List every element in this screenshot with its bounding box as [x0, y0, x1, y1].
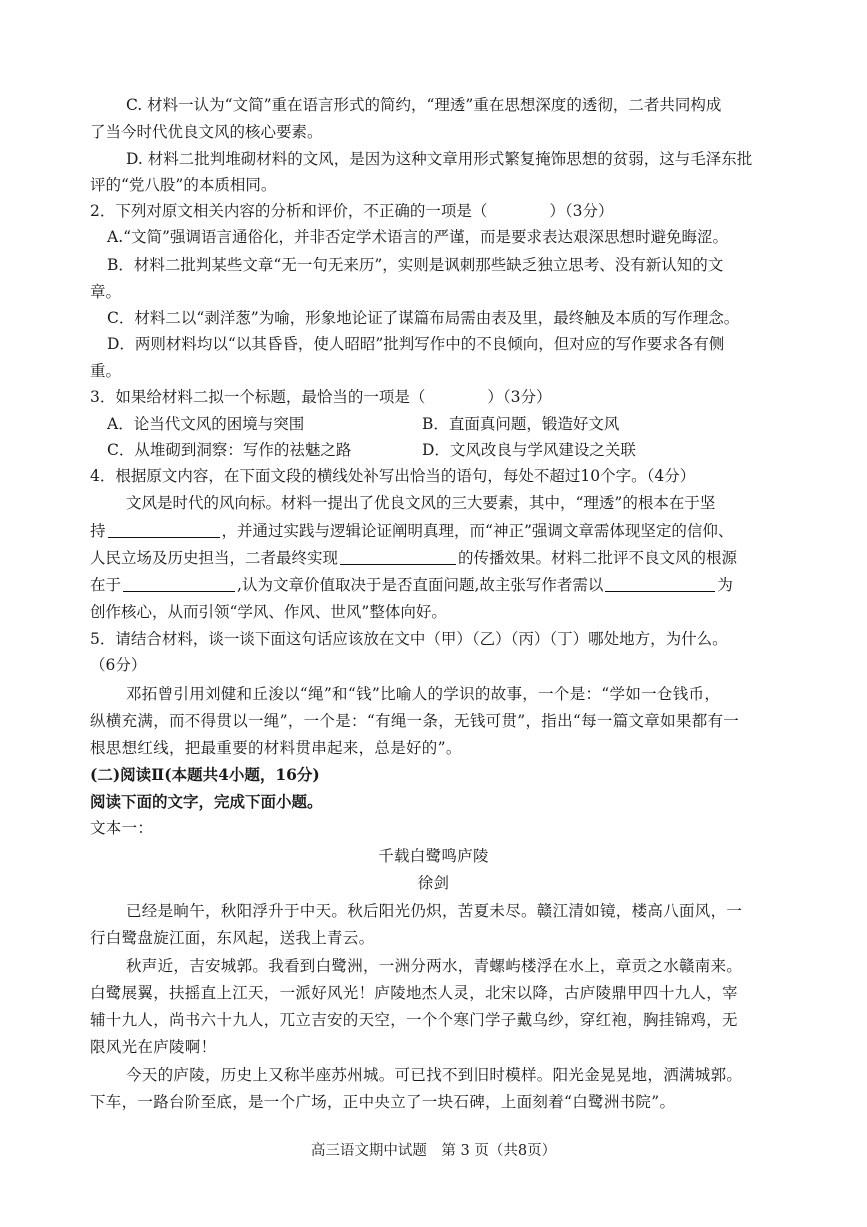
page-footer: 高三语文期中试题 第 3 页（共8页） [310, 1143, 557, 1159]
answer-blank-2[interactable] [340, 548, 456, 565]
q4-text: 人民立场及历史担当，二者最终实现 [90, 549, 339, 567]
question-2: 2．下列对原文相关内容的分析和评价，不正确的一项是（ ）（3分） [90, 202, 614, 220]
q2-option-c: C．材料二以“剥洋葱”为喻，形象地论证了谋篇布局需由表及里，最终触及本质的写作理念。 [107, 309, 740, 327]
option-c-line1: C. 材料一认为“文简”重在语言形式的简约，“理透”重在思想深度的透彻，二者共同构成 [126, 96, 722, 114]
article-paragraph-1-line1: 已经是晌午，秋阳浮升于中天。秋后阳光仍炽，苦夏未尽。赣江清如镜，楼高八面风，一 [126, 902, 743, 920]
q5-quote-line2: 纵横充满，而不得贯以一绳”，一个是：“有绳一条，无钱可贯”，指出“每一篇文章如果都有一 [90, 712, 740, 730]
q4-text: 为 [717, 576, 733, 594]
q3-option-d: D．文风改良与学风建设之关联 [422, 441, 636, 459]
q2-option-b-line1: B．材料二批判某些文章“无一句无来历”，实则是讽刺那些缺乏独立思考、没有新认知的文 [107, 256, 724, 274]
article-paragraph-2-line4: 限风光在庐陵啊！ [90, 1038, 217, 1056]
q3-option-c: C．从堆砌到洞察：写作的祛魅之路 [107, 441, 352, 459]
article-title: 千载白鹭鸣庐陵 [378, 847, 489, 865]
q5-quote-line1: 邓拓曾引用刘健和丘浚以“绳”和“钱”比喻人的学识的故事，一个是：“学如一仓钱币， [126, 685, 721, 703]
q2-option-a: A.“文简”强调语言通俗化，并非否定学术语言的严谨，而是要求表达艰深思想时避免晦涩。 [107, 228, 728, 246]
option-c-line2: 了当今时代优良文风的核心要素。 [90, 123, 323, 141]
q4-text: 在于 [90, 576, 122, 594]
question-3: 3．如果给材料二拟一个标题，最恰当的一项是（ ）（3分） [90, 388, 552, 406]
q4-passage-line5: 创作核心，从而引领“学风、作风、世风”整体向好。 [90, 603, 447, 621]
q2-option-d-line2: 重。 [90, 362, 122, 380]
article-paragraph-3-line1: 今天的庐陵，历史上又称半座苏州城。可已找不到旧时模样。阳光金晃晃地，洒满城郭。 [126, 1066, 743, 1084]
q4-text: 的传播效果。材料二批评不良文风的根源 [458, 549, 738, 567]
article-paragraph-2-line3: 辅十九人，尚书六十九人，兀立吉安的天空，一个个寒门学子戴乌纱，穿红袍，胸挂锦鸡，无 [90, 1011, 738, 1029]
q4-text: ，并通过实践与逻辑论证阐明真理，而“神正”强调文章需体现坚定的信仰、 [221, 522, 734, 540]
article-paragraph-2-line1: 秋声近，吉安城郭。我看到白鹭洲，一洲分两水，青螺屿楼浮在水上，章贡之水赣南来。 [126, 957, 743, 975]
q4-text: 持 [90, 522, 106, 540]
answer-blank-3[interactable] [123, 575, 235, 592]
article-paragraph-1-line2: 行白鹭盘旋江面，东风起，送我上青云。 [90, 929, 375, 947]
q3-option-a: A．论当代文风的困境与突围 [107, 415, 305, 433]
question-4: 4．根据原文内容，在下面文段的横线处补写出恰当的语句，每处不超过10个字。（4分） [90, 467, 696, 485]
q2-option-d-line1: D．两则材料均以“以其昏昏，使人昭昭”批判写作中的不良倾向，但对应的写作要求各有侧 [107, 335, 725, 353]
q4-passage-line3 [90, 545, 780, 571]
q4-text: ,认为文章价值取决于是否直面问题,故主张写作者需以 [237, 576, 604, 594]
answer-blank-1[interactable] [108, 521, 220, 538]
section-heading: (二)阅读Ⅱ(本题共4小题，16分) [90, 765, 320, 784]
q4-passage-line1: 文风是时代的风向标。材料一提出了优良文风的三大要素，其中，“理透”的根本在于坚 [126, 494, 716, 512]
q4-passage-line2 [90, 518, 780, 544]
section-instruction: 阅读下面的文字，完成下面小题。 [90, 792, 323, 811]
question-5: 5．请结合材料，谈一谈下面这句话应该放在文中（甲）（乙）（丙）（丁）哪处地方，为什么。 [90, 630, 728, 648]
q4-passage-line4 [90, 572, 780, 598]
text-one-label: 文本一： [90, 819, 154, 837]
q3-option-b: B．直面真问题，锻造好文风 [422, 415, 620, 433]
answer-blank-4[interactable] [605, 575, 715, 592]
q5-quote-line3: 根思想红线，把最重要的材料贯串起来，总是好的”。 [90, 739, 462, 757]
question-5-score: （6分） [90, 656, 147, 674]
q2-option-b-line2: 章。 [90, 283, 122, 301]
option-d-line1: D. 材料二批判堆砌材料的文风，是因为这种文章用形式繁复掩饰思想的贫弱，这与毛泽东批 [126, 150, 753, 168]
article-paragraph-2-line2: 白鹭展翼，扶摇直上江天，一派好风光！庐陵地杰人灵，北宋以降，古庐陵鼎甲四十九人，宰 [90, 984, 738, 1002]
article-paragraph-3-line2: 下车，一路台阶至底，是一个广场，正中央立了一块石碑，上面刻着“白鹭洲书院”。 [90, 1093, 676, 1111]
option-d-line2: 评的“党八股”的本质相同。 [90, 176, 277, 194]
article-author: 徐剑 [417, 874, 450, 892]
